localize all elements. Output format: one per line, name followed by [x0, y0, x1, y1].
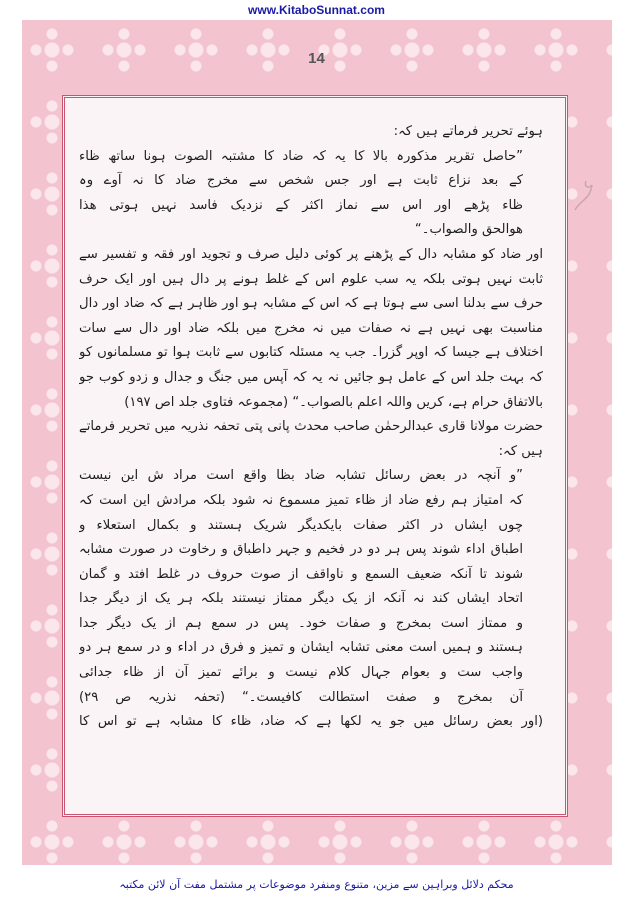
text-line: چوں ایشاں در اکثر صفات بایکدیگر شریک ہستند و بکمال استعلاء و	[79, 517, 523, 533]
footer-tagline: محکم دلائل وبراہین سے مزین، متنوع ومنفرد موضوعات پر مشتمل مفت آن لائن مکتبہ	[119, 878, 514, 891]
text-line: آن بمخرج و صفت استطالت کافیست۔“ (تحفہ نذریہ ص ۲۹)	[79, 689, 523, 705]
text-line: شوند تا آنکہ ضعیف السمع و ناواقف از صوت حروف در غلط افتد و گمان	[79, 566, 523, 582]
text-line: حضرت مولانا قاری عبدالرحمٰن صاحب محدث پانی پتی تحفہ نذریہ میں تحریر فرماتے	[79, 419, 543, 435]
text-line: ہستند و ہمیں است معنی تشابہ ایشان و تمیز و فرق در اداء و در سمع ہر دو	[79, 640, 523, 656]
text-line: کہ امتیاز ہم رفع ضاد از ظاء تمیز مسموع نہ شود بلکہ مرادش این است کہ	[79, 492, 523, 508]
text-line: ”و آنچہ در بعض رسائل تشابہ ضاد بظا واقع است مراد ش این نیست	[79, 468, 523, 484]
text-line: ھوالحق والصواب۔“	[414, 222, 523, 238]
text-line: ہوئے تحریر فرماتے ہیں کہ:	[393, 124, 543, 139]
text-line: حرف سے بدلنا اسی سے ہوتا ہے کہ اس کے مشابہ ہو اور ظاہر ہے کہ ضاد اور دال	[79, 296, 543, 312]
text-line: اطباق اداء شوند پس ہر دو در فخیم و جہر داطباق و رخاوت در صورت مشابہ	[79, 542, 523, 558]
text-line: کہ بہت جلد اس کے عامل ہو جائیں نہ یہ کہ آپس میں جنگ و جدال و زدو کوب جو	[79, 369, 543, 385]
text-line: اختلاف ہے جیسا کہ اوپر گزرا۔ جب یہ مسئلہ کتابوں سے ثابت ہوا تو مسلمانوں کو	[79, 345, 543, 361]
text-line: (اور بعض رسائل میں جو یہ لکھا ہے کہ ضاد، ظاء کا مشابہ ہے تو اس کا	[79, 714, 543, 730]
text-line: واجب ست و بعوام جہال کلام نیست و برائے تمیز آن از ظاء جدائی	[79, 665, 523, 681]
text-line: ظاء پڑھے اور اس سے نماز اکثر کے نزدیک فاسد نہیں ہوتی ھذا	[79, 197, 523, 213]
site-url-header[interactable]: www.KitaboSunnat.com	[248, 3, 385, 17]
text-line: و ممتاز است بمخرج و صفات خود۔ پس در سمع ہم از یک دیگر جدا	[79, 615, 523, 631]
text-line: اتحاد ایشاں کند نہ آنکہ از یک دیگر ممتاز نیستند بلکہ ہر یک از دیگر جدا	[79, 591, 523, 607]
text-line: مناسبت بھی نہیں ہے نہ صفات میں نہ مخرج میں بلکہ ضاد اور دال سے سات	[79, 320, 543, 336]
text-line: اور ضاد کو مشابہ دال کے پڑھنے پر کوئی دلیل صرف و تجوید اور فقہ و تفسیر سے	[79, 246, 543, 262]
page-number: 14	[308, 50, 325, 67]
text-line: ہیں کہ:	[498, 443, 543, 459]
text-line: بالاتفاق حرام ہے، کریں واللہ اعلم بالصواب۔“ (مجموعہ فتاوی جلد اص ۱۹۷)	[124, 394, 543, 410]
text-line: ”حاصل تقریر مذکورہ بالا کا یہ کہ ضاد کا مشتبہ الصوت ہونا ساتھ ظاء	[79, 148, 523, 164]
text-panel	[62, 95, 568, 817]
text-line: ثابت نہیں ہوتی بلکہ یہ سب علوم اس کے غلط ہونے پر دال ہیں اور ایک حرف	[79, 271, 543, 287]
text-line: کے بعد نزاع ثابت ہے اور جس شخص سے مخرج ضاد کا نہ آوے وہ	[79, 173, 523, 189]
flourish-ornament-icon	[570, 175, 600, 215]
